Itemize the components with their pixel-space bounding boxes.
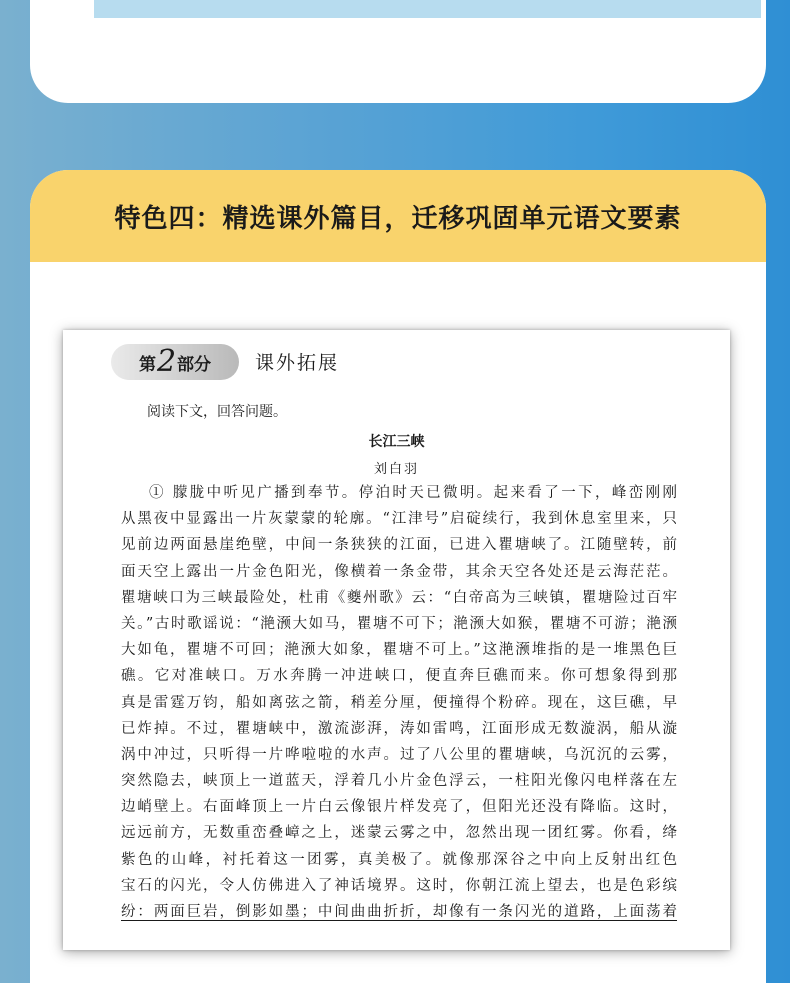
article-line: 已炸掉。不过，瞿塘峡中，激流澎湃，涛如雷鸣，江面形成无数漩涡，船从漩 xyxy=(121,720,677,737)
article-title: 长江三峡 xyxy=(368,434,425,450)
part-tab-number: 2 xyxy=(156,344,177,379)
part-tab xyxy=(111,344,239,380)
article-line: 真是雷霆万钧，船如离弦之箭，稍差分厘，便撞得个粉碎。现在，这巨礁，早 xyxy=(121,694,677,711)
article-line: 突然隐去，峡顶上一道蓝天，浮着几小片金色浮云，一柱阳光像闪电样落在左 xyxy=(121,773,677,790)
top-banner xyxy=(94,0,761,18)
section-title: 课外拓展 xyxy=(255,352,340,374)
article-line: 面天空上露出一片金色阳光，像横着一条金带，其余天空各处还是云海茫茫。 xyxy=(121,563,677,580)
article-line: 远远前方，无数重峦叠嶂之上，迷蒙云雾之中，忽然出现一团红雾。你看，绛 xyxy=(121,825,677,842)
reading-instruction: 阅读下文，回答问题。 xyxy=(147,404,287,420)
article-body xyxy=(121,480,677,925)
book-page xyxy=(63,330,730,950)
article-line: 瞿塘峡口为三峡最险处，杜甫《夔州歌》云：“白帝高为三峡镇，瞿塘险过百牢 xyxy=(121,589,677,606)
article-line: 紫色的山峰，衬托着这一团雾，真美极了。就像那深谷之中向上反射出红色 xyxy=(121,851,677,868)
article-line: 礁。它对准峡口。万水奔腾一冲进峡口，便直奔巨礁而来。你可想象得到那 xyxy=(121,668,677,685)
article-line: 边峭壁上。右面峰顶上一片白云像银片样发亮了，但阳光还没有降临。这时， xyxy=(121,799,677,816)
article-line: 关。”古时歌谣说：“滟滪大如马，瞿塘不可下；滟滪大如猴，瞿塘不可游；滟滪 xyxy=(121,615,677,632)
feature-header xyxy=(30,170,766,262)
part-tab-prefix: 第 xyxy=(138,354,156,375)
part-tab-suffix: 部分 xyxy=(177,354,212,375)
article-line: 宝石的闪光，令人仿佛进入了神话境界。这时，你朝江流上望去，也是色彩缤 xyxy=(121,877,677,894)
article-line: 纷：两面巨岩，倒影如墨；中间曲曲折折，却像有一条闪光的道路，上面荡着 xyxy=(121,904,677,920)
article-line: ① 朦胧中听见广播到奉节。停泊时天已微明。起来看了一下，峰峦刚刚 xyxy=(149,485,677,501)
article-line: 见前边两面悬崖绝壁，中间一条狭狭的江面，已进入瞿塘峡了。江随壁转，前 xyxy=(121,537,677,554)
top-card xyxy=(30,0,766,103)
article-author: 刘白羽 xyxy=(373,462,419,477)
article-line: 大如龟，瞿塘不可回；滟滪大如象，瞿塘不可上。”这滟滪堆指的是一堆黑色巨 xyxy=(121,642,677,659)
article-line: 涡中冲过，只听得一片哗啦啦的水声。过了八公里的瞿塘峡，乌沉沉的云雾， xyxy=(121,746,677,763)
article-line: 从黑夜中显露出一片灰蒙蒙的轮廓。“江津号”启碇续行，我到休息室里来，只 xyxy=(121,511,677,528)
feature-title: 特色四：精选课外篇目，迁移巩固单元语文要素 xyxy=(114,203,682,234)
